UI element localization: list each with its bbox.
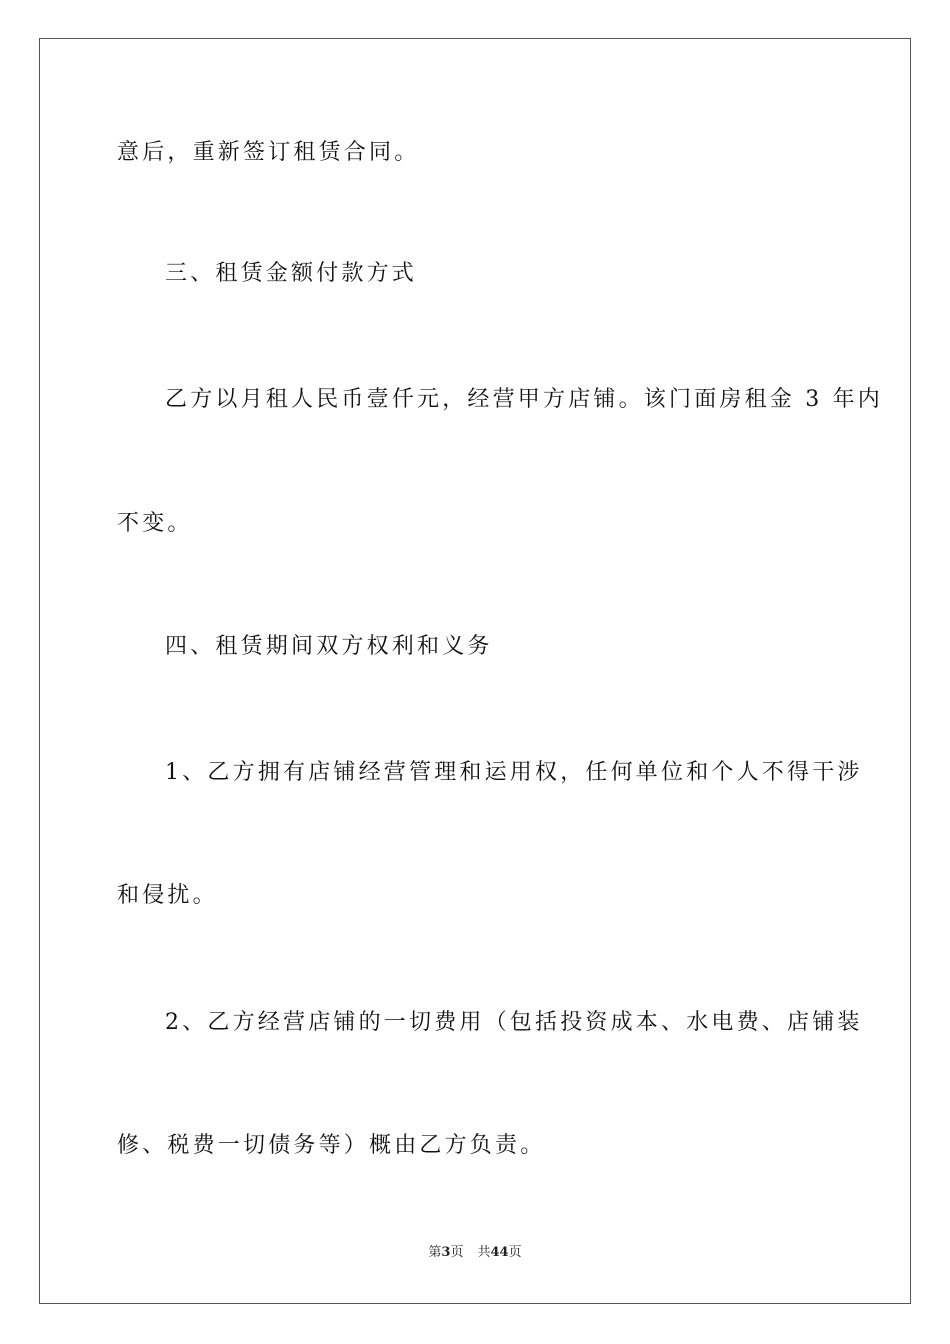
paragraph-line-8: 2、乙方经营店铺的一切费用（包括投资成本、水电费、店铺装	[165, 1010, 863, 1035]
page-border	[39, 38, 911, 1304]
paragraph-line-9: 修、税费一切债务等）概由乙方负责。	[117, 1133, 546, 1158]
total-pages: 44	[490, 1245, 509, 1260]
paragraph-line-1: 意后，重新签订租赁合同。	[117, 140, 420, 165]
paragraph-line-6: 1、乙方拥有店铺经营管理和运用权，任何单位和个人不得干涉	[165, 760, 863, 785]
section-heading-4: 四、租赁期间双方权利和义务	[165, 634, 493, 659]
total-suffix: 页	[508, 1245, 522, 1260]
page-footer	[0, 1244, 950, 1262]
page-suffix: 页	[450, 1245, 464, 1260]
paragraph-line-3: 乙方以月租人民币壹仟元，经营甲方店铺。该门面房租金 3 年内	[165, 387, 883, 412]
page-prefix: 第	[428, 1245, 442, 1260]
total-prefix: 共	[477, 1245, 491, 1260]
paragraph-line-4: 不变。	[117, 511, 193, 536]
page-number: 3	[441, 1245, 451, 1260]
section-heading-3: 三、租赁金额付款方式	[165, 261, 418, 286]
paragraph-line-7: 和侵扰。	[117, 883, 218, 908]
